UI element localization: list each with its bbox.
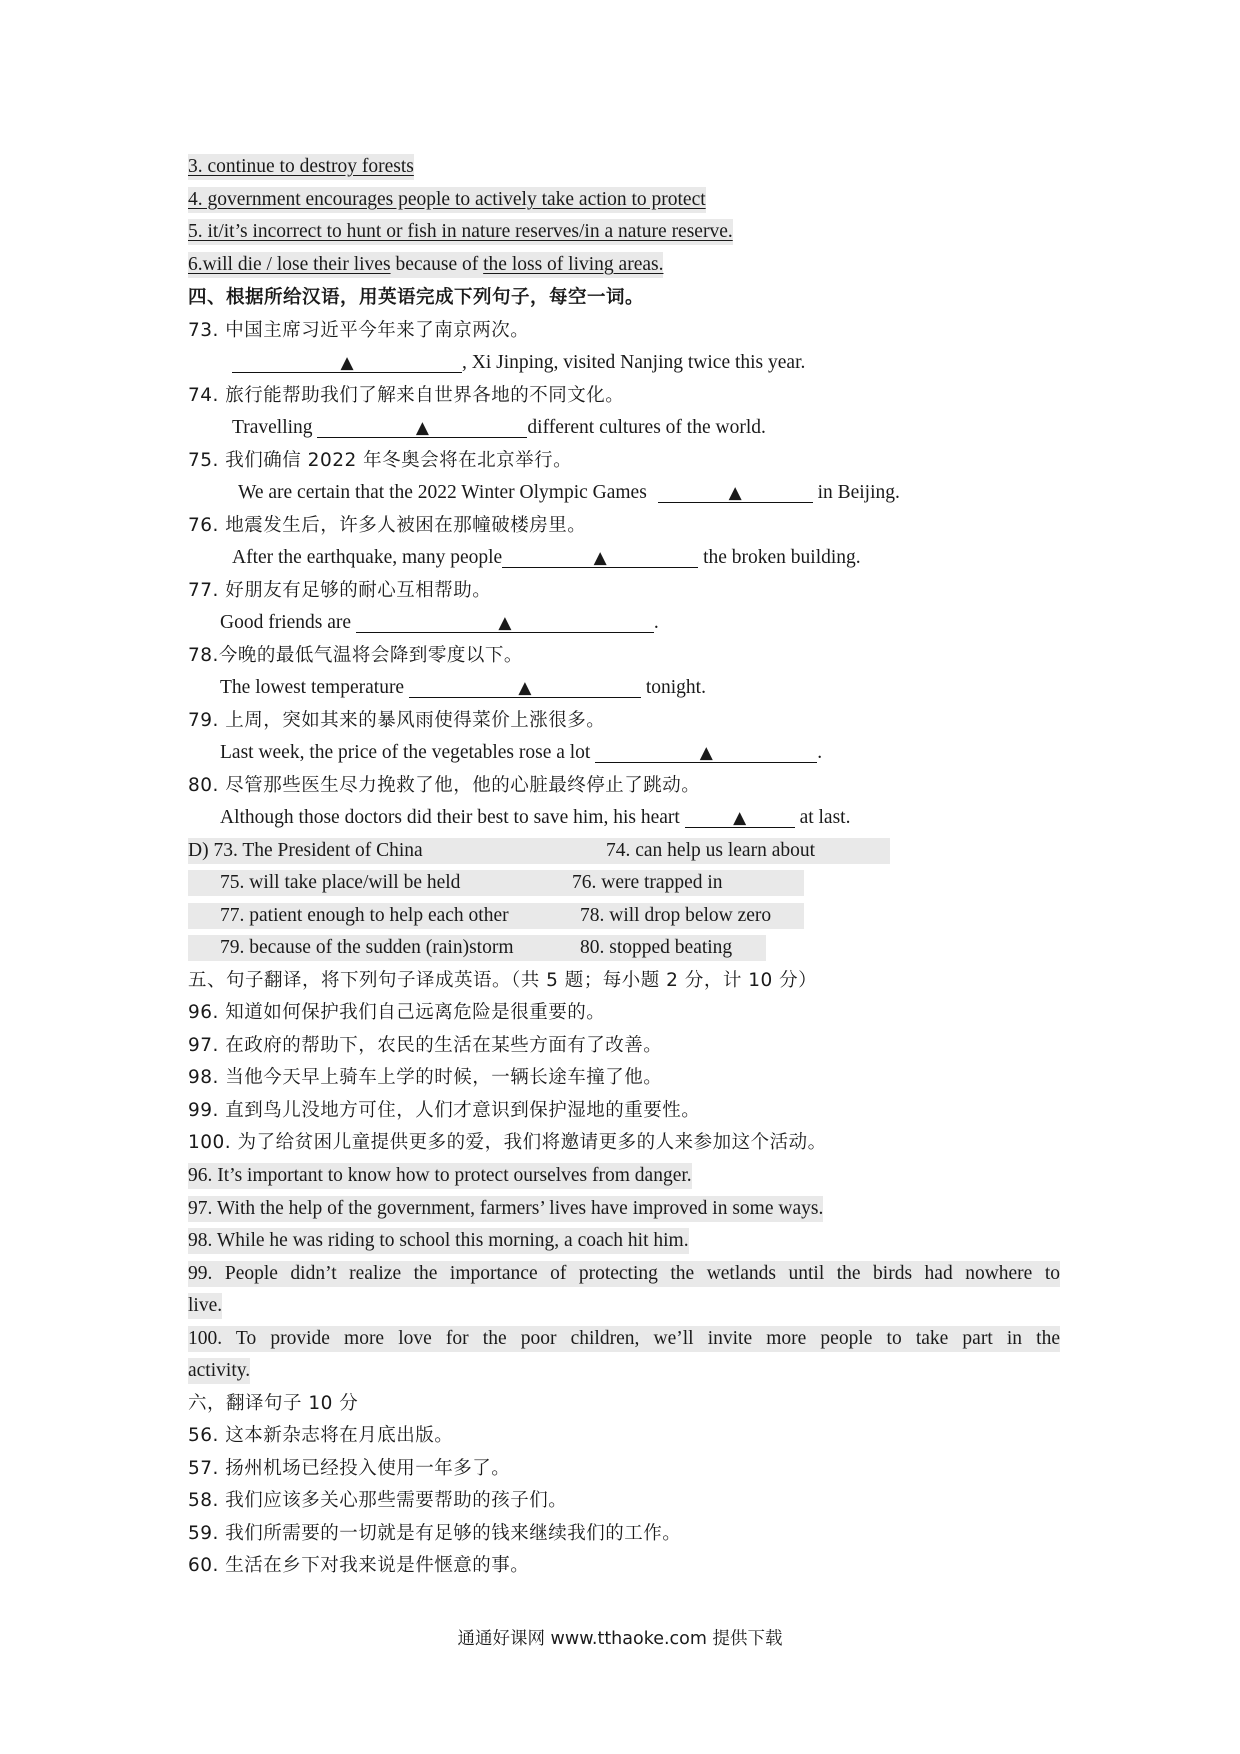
triangle-marker-icon: ▲ (593, 548, 607, 568)
answer-5: 5. it/it’s incorrect to hunt or fish in nature reserves/in a nature reserve. (188, 219, 733, 245)
s4-answer-row-1 (188, 838, 890, 864)
section4-heading: 四、根据所给汉语，用英语完成下列句子，每空一词。 (188, 287, 645, 308)
s4-q73-en (232, 350, 805, 376)
s4-answer-row-4 (188, 935, 766, 961)
s4-q77-cn: 77. 好朋友有足够的耐心互相帮助。 (188, 580, 492, 601)
s4-q75-blank[interactable] (658, 482, 813, 503)
s4-answer-80: 80. stopped beating (580, 937, 733, 958)
s4-q74-cn: 74. 旅行能帮助我们了解来自世界各地的不同文化。 (188, 385, 625, 406)
s4-answer-74: 74. can help us learn about (606, 840, 816, 861)
s4-answer-77: 77. patient enough to help each other (220, 905, 509, 926)
s4-q76-en (232, 545, 861, 571)
s4-answer-row-2 (188, 870, 804, 896)
s6-q60: 60. 生活在乡下对我来说是件惬意的事。 (188, 1555, 530, 1576)
page-footer: 通通好课网 www.tthaoke.com 提供下载 (457, 1629, 783, 1649)
s4-q78-blank[interactable] (409, 677, 641, 698)
triangle-marker-icon: ▲ (518, 678, 532, 698)
section6-heading: 六，翻译句子 10 分 (188, 1393, 359, 1414)
s4-q75-cn: 75. 我们确信 2022 年冬奥会将在北京举行。 (188, 450, 573, 471)
s4-answer-75: 75. will take place/will be held (220, 872, 461, 893)
s4-answer-79: 79. because of the sudden (rain)storm (220, 937, 514, 958)
section5-heading: 五、句子翻译，将下列句子译成英语。（共 5 题；每小题 2 分，计 10 分） (188, 970, 818, 991)
s4-q77-en (220, 610, 659, 636)
s4-q74-blank[interactable] (317, 417, 527, 438)
s4-q75-post: in Beijing. (812, 482, 900, 503)
s4-q78-cn: 78.今晚的最低气温将会降到零度以下。 (188, 645, 523, 666)
s4-q76-cn: 76. 地震发生后，许多人被困在那幢破楼房里。 (188, 515, 587, 536)
s4-q80-cn: 80. 尽管那些医生尽力挽救了他，他的心脏最终停止了跳动。 (188, 775, 701, 796)
answer-6 (188, 252, 663, 278)
s5-q96: 96. 知道如何保护我们自己远离危险是很重要的。 (188, 1002, 606, 1023)
s4-q79-cn: 79. 上周，突如其来的暴风雨使得菜价上涨很多。 (188, 710, 606, 731)
s4-q77-post: . (653, 612, 659, 633)
s4-q79-pre: Last week, the price of the vegetables rose a lot (220, 742, 596, 763)
answer-4: 4. government encourages people to actively take action to protect (188, 187, 706, 213)
s4-q79-en (220, 740, 822, 766)
s4-q78-post: tonight. (640, 677, 706, 698)
answer-3: 3. continue to destroy forests (188, 154, 414, 180)
answer-6-part3: the loss of living areas. (483, 254, 664, 275)
s5-q98: 98. 当他今天早上骑车上学的时候，一辆长途车撞了他。 (188, 1067, 663, 1088)
s6-q56: 56. 这本新杂志将在月底出版。 (188, 1425, 454, 1446)
s4-q75-pre: We are certain that the 2022 Winter Olympic Games (238, 482, 652, 503)
triangle-marker-icon: ▲ (498, 613, 512, 633)
answer-6-part2: because of (390, 254, 484, 275)
s4-q74-post: different cultures of the world. (527, 417, 766, 438)
s4-answer-78: 78. will drop below zero (580, 905, 772, 926)
s5-answer-100-line1: 100. To provide more love for the poor children, we’ll invite more people to take part in the (188, 1326, 1060, 1352)
s4-answer-row-3 (188, 903, 804, 929)
s5-answer-99-line2: live. (188, 1293, 222, 1319)
s4-q79-post: . (817, 742, 823, 763)
s4-q80-blank[interactable] (685, 807, 795, 828)
s6-q57: 57. 扬州机场已经投入使用一年多了。 (188, 1458, 511, 1479)
s6-q58: 58. 我们应该多关心那些需要帮助的孩子们。 (188, 1490, 568, 1511)
s5-answer-96: 96. It’s important to know how to protect ourselves from danger. (188, 1163, 692, 1189)
s4-answer-76: 76. were trapped in (572, 872, 723, 893)
s4-q77-pre: Good friends are (220, 612, 356, 633)
s5-answer-100-line2: activity. (188, 1358, 250, 1384)
s5-answer-98: 98. While he was riding to school this morning, a coach hit him. (188, 1228, 689, 1254)
s5-q99: 99. 直到鸟儿没地方可住，人们才意识到保护湿地的重要性。 (188, 1100, 701, 1121)
s4-q76-post: the broken building. (698, 547, 861, 568)
s4-q78-pre: The lowest temperature (220, 677, 409, 698)
s4-q77-blank[interactable] (356, 612, 654, 633)
s4-q80-en (220, 805, 850, 831)
s4-q79-blank[interactable] (595, 742, 817, 763)
triangle-marker-icon: ▲ (340, 353, 354, 373)
s4-q73-blank[interactable] (232, 352, 462, 373)
triangle-marker-icon: ▲ (415, 418, 429, 438)
answer-6-part1: 6.will die / lose their lives (188, 254, 391, 275)
s4-q75-en (238, 480, 900, 506)
s4-q74-pre: Travelling (232, 417, 318, 438)
s4-q76-pre: After the earthquake, many people (232, 547, 503, 568)
s4-answer-73: D) 73. The President of China (188, 840, 423, 861)
s5-q97: 97. 在政府的帮助下，农民的生活在某些方面有了改善。 (188, 1035, 663, 1056)
s4-q80-pre: Although those doctors did their best to save him, his heart (220, 807, 685, 828)
s4-q78-en (220, 675, 706, 701)
s4-q74-en (232, 415, 766, 441)
s5-answer-99-line1: 99. People didn’t realize the importance of protecting the wetlands until the birds had nowhere to (188, 1261, 1060, 1287)
s4-q73-cn: 73. 中国主席习近平今年来了南京两次。 (188, 320, 530, 341)
triangle-marker-icon: ▲ (728, 483, 742, 503)
s4-q73-post: , Xi Jinping, visited Nanjing twice this year. (462, 352, 806, 373)
s5-q100: 100. 为了给贫困儿童提供更多的爱，我们将邀请更多的人来参加这个活动。 (188, 1132, 827, 1153)
s4-q80-post: at last. (794, 807, 851, 828)
triangle-marker-icon: ▲ (733, 808, 747, 828)
s6-q59: 59. 我们所需要的一切就是有足够的钱来继续我们的工作。 (188, 1523, 682, 1544)
s4-q76-blank[interactable] (502, 547, 698, 568)
triangle-marker-icon: ▲ (699, 743, 713, 763)
s5-answer-97: 97. With the help of the government, farmers’ lives have improved in some ways. (188, 1196, 823, 1222)
